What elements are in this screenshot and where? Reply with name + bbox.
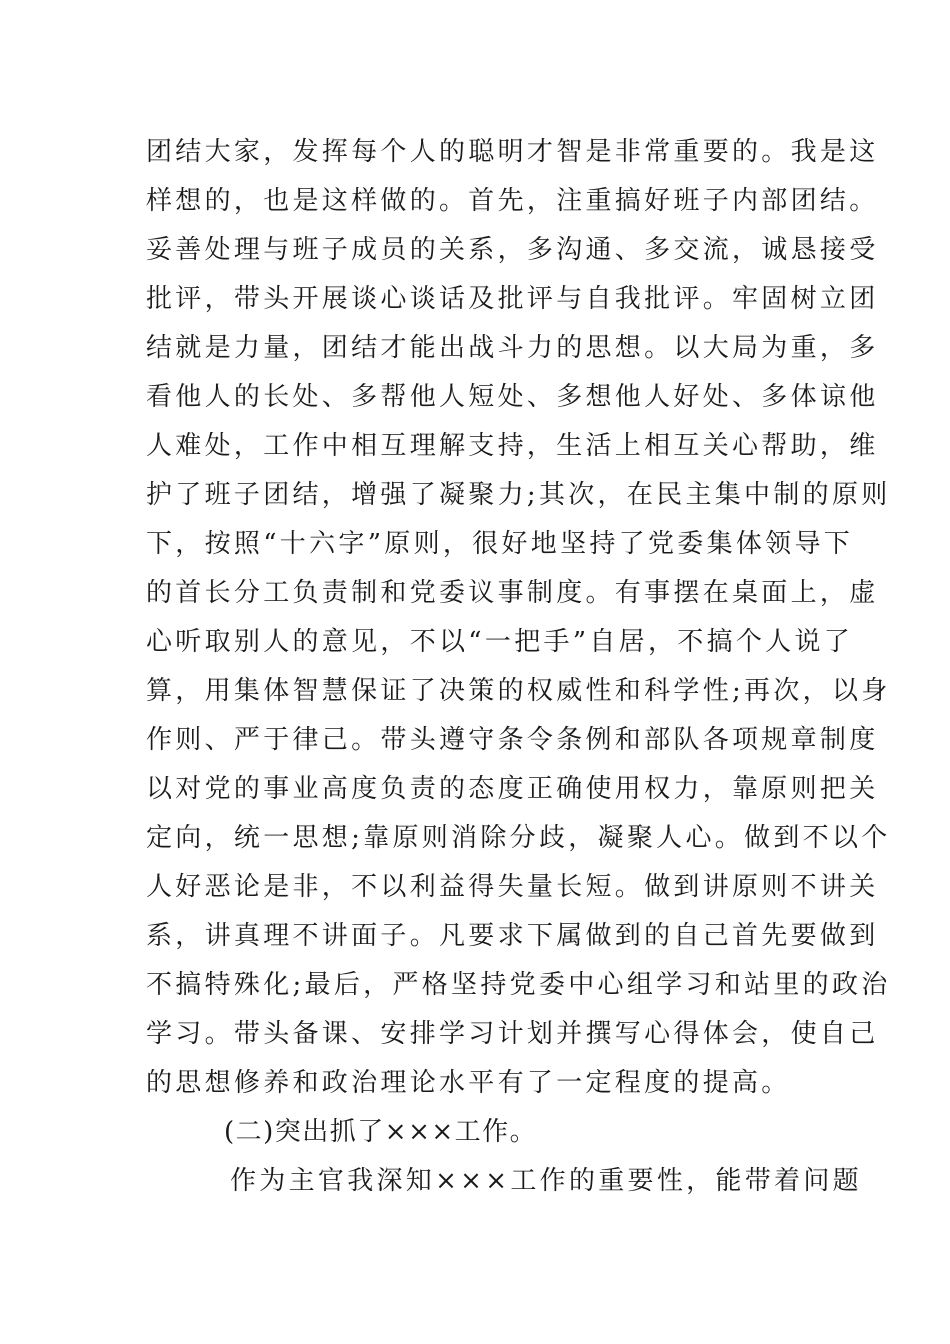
text-line: 妥善处理与班子成员的关系，多沟通、多交流，诚恳接受 <box>146 235 879 265</box>
text-line: 人好恶论是非，不以利益得失量长短。做到讲原则不讲关 <box>146 872 879 902</box>
text-line: 作则、严于律己。带头遵守条令条例和部队各项规章制度 <box>146 725 879 755</box>
text-line: 人难处，工作中相互理解支持，生活上相互关心帮助，维 <box>146 431 879 461</box>
text-line: 结就是力量，团结才能出战斗力的思想。以大局为重，多 <box>146 333 879 363</box>
text-line: 的首长分工负责制和党委议事制度。有事摆在桌面上，虚 <box>146 578 879 608</box>
section-heading: (二)突出抓了×××工作。 <box>224 1117 538 1147</box>
text-line: 下，按照“十六字”原则，很好地坚持了党委集体领导下 <box>146 529 854 559</box>
text-line: 看他人的长处、多帮他人短处、多想他人好处、多体谅他 <box>146 382 879 412</box>
text-line: 团结大家，发挥每个人的聪明才智是非常重要的。我是这 <box>146 137 879 167</box>
text-line: 学习。带头备课、安排学习计划并撰写心得体会，使自己 <box>146 1019 879 1049</box>
text-line: 样想的，也是这样做的。首先，注重搞好班子内部团结。 <box>146 186 879 216</box>
paragraph-first-line: 作为主官我深知×××工作的重要性，能带着问题 <box>230 1166 862 1196</box>
text-line: 算，用集体智慧保证了决策的权威性和科学性;再次，以身 <box>146 676 891 706</box>
text-line: 系，讲真理不讲面子。凡要求下属做到的自己首先要做到 <box>146 921 879 951</box>
text-line: 心听取别人的意见，不以“一把手”自居，不搞个人说了 <box>146 627 854 657</box>
text-line: 定向，统一思想;靠原则消除分歧，凝聚人心。做到不以个 <box>146 823 891 853</box>
text-line: 护了班子团结，增强了凝聚力;其次，在民主集中制的原则 <box>146 480 891 510</box>
text-line: 以对党的事业高度负责的态度正确使用权力，靠原则把关 <box>146 774 879 804</box>
text-line: 批评，带头开展谈心谈话及批评与自我批评。牢固树立团 <box>146 284 879 314</box>
text-line: 不搞特殊化;最后，严格坚持党委中心组学习和站里的政治 <box>146 970 891 1000</box>
body-text <box>146 128 891 1206</box>
text-line: 的思想修养和政治理论水平有了一定程度的提高。 <box>146 1068 791 1098</box>
